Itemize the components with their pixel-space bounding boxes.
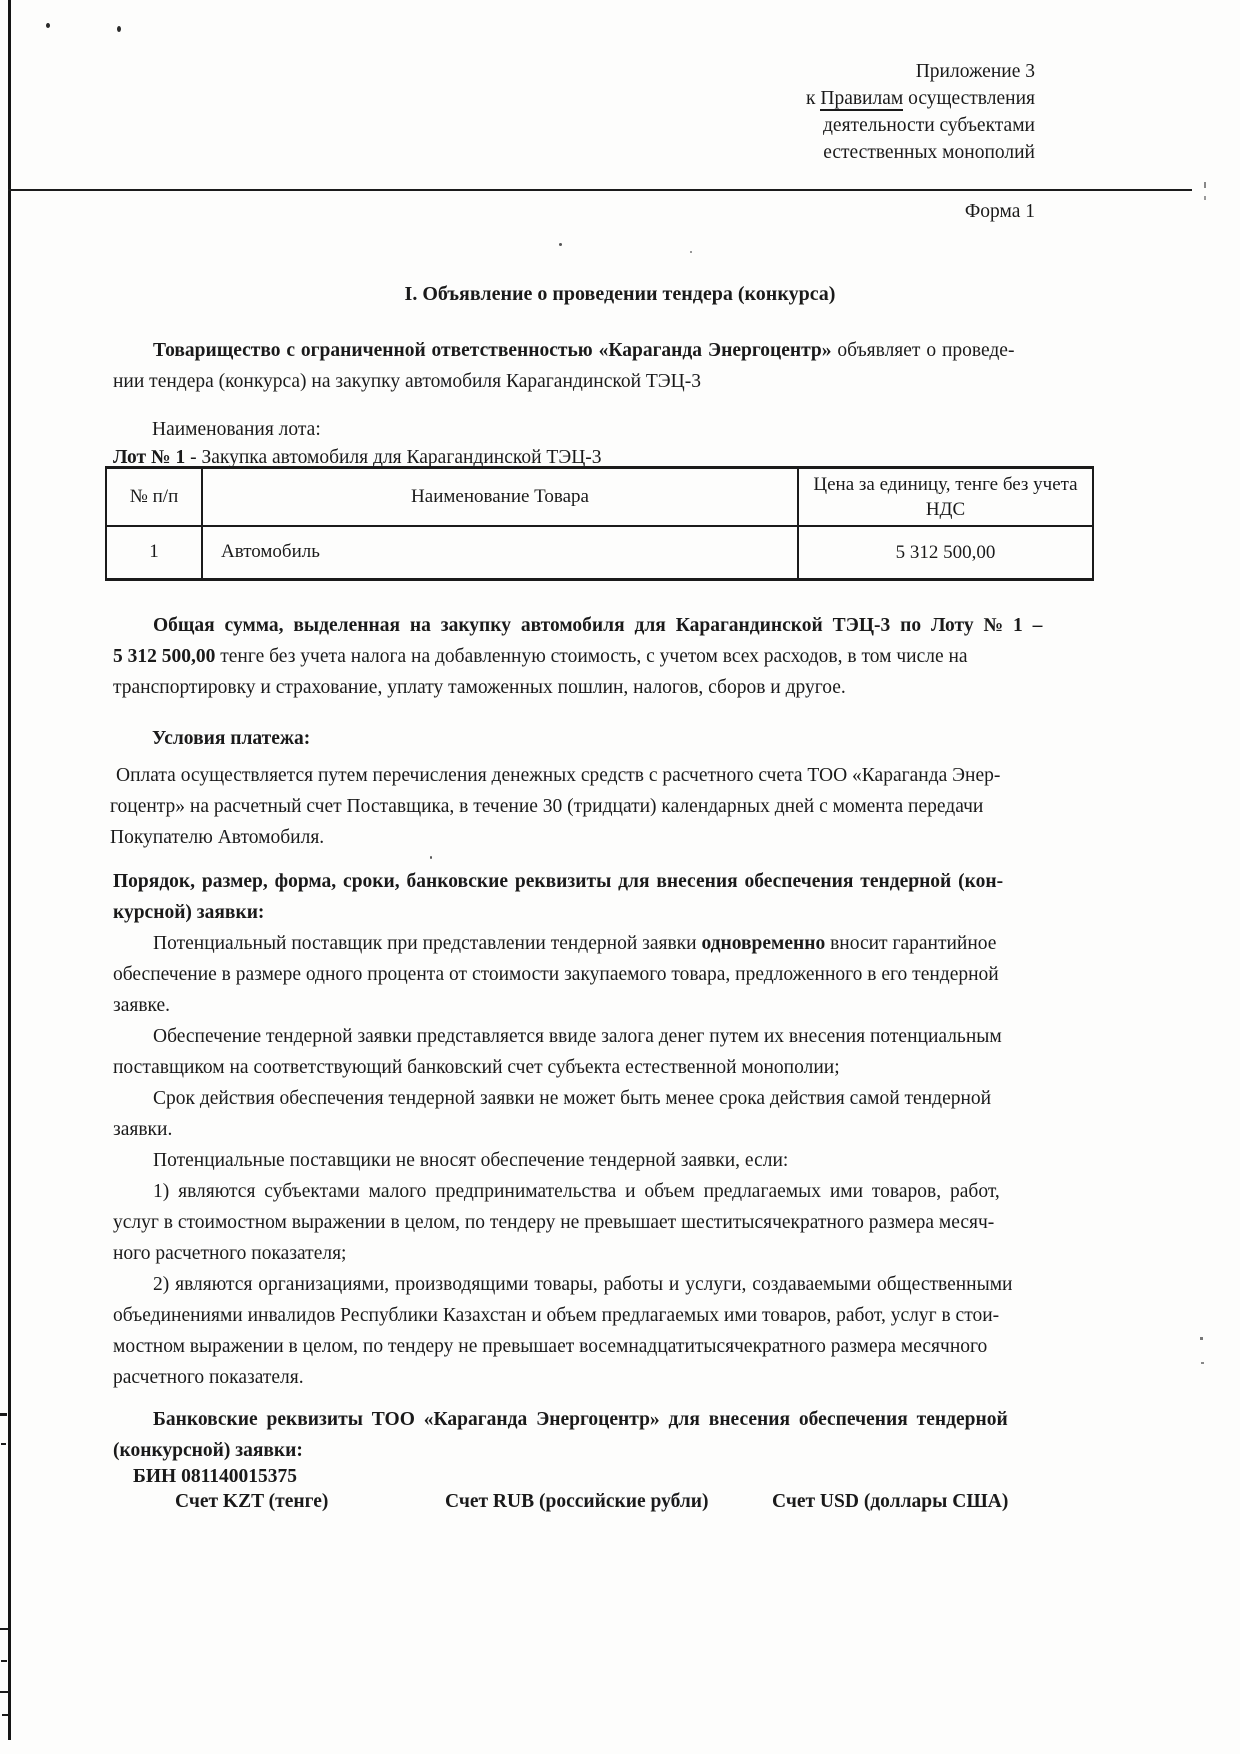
emphasis-word: одновременно bbox=[701, 933, 826, 954]
goods-table bbox=[105, 466, 1094, 581]
exemption-item-2 bbox=[113, 1269, 1173, 1393]
text-line bbox=[113, 641, 1173, 672]
scan-mark bbox=[1204, 182, 1206, 188]
text-line: Банковские реквизиты ТОО «Караганда Энергоцентр» для внесения обеспечения тендерной bbox=[153, 1409, 1008, 1430]
security-text: вносит гарантийное bbox=[825, 933, 997, 954]
text-line: (конкурсной) заявки: bbox=[113, 1440, 303, 1461]
total-amount: 5 312 500,00 bbox=[113, 646, 216, 667]
dust-speck bbox=[46, 23, 50, 28]
appendix-line-3 bbox=[806, 112, 1035, 139]
text-line: Оплата осуществляется путем перечисления денежных средств с расчетного счета ТОО «Караганда Энер- bbox=[116, 765, 1001, 786]
text-line: услуг в стоимостном выражении в целом, по тендеру не превышает шеститысячекратного размера месяч- bbox=[113, 1212, 995, 1233]
text-line: заявке. bbox=[113, 995, 171, 1016]
text-line: объединениями инвалидов Республики Казахстан и объем предлагаемых ими товаров, работ, услуг в стои- bbox=[113, 1305, 1000, 1326]
no-security-intro bbox=[113, 1145, 1173, 1176]
row-name-cell: Автомобиль bbox=[202, 526, 798, 580]
text-line: Срок действия обеспечения тендерной заявки не может быть менее срока действия самой тендерной bbox=[153, 1088, 992, 1109]
col-price-header: Цена за единицу, тенге без учета НДС bbox=[798, 468, 1093, 526]
text-line: обеспечение в размере одного процента от стоимости закупаемого товара, предложенного в его тендерной bbox=[113, 964, 999, 985]
text-line: мостном выражении в целом, по тендеру не превышает восемнадцатитысячекратного размера месячного bbox=[113, 1336, 988, 1357]
text-line: 1) являются субъектами малого предпринимательства и объем предлагаемых ими товаров, работ, bbox=[153, 1181, 1000, 1202]
appendix-text: деятельности субъектами bbox=[823, 115, 1035, 136]
scan-mark bbox=[1204, 196, 1206, 200]
scan-mark bbox=[1, 1660, 7, 1662]
appendix-text: к bbox=[806, 88, 821, 109]
col-number-header: № п/п bbox=[106, 468, 202, 526]
payment-terms-paragraph bbox=[110, 760, 1170, 853]
horizontal-divider bbox=[8, 189, 1192, 191]
appendix-text: осуществления bbox=[903, 88, 1035, 109]
lot-description: - Закупка автомобиля для Карагандинской ТЭЦ-3 bbox=[185, 447, 602, 468]
security-paragraph-3 bbox=[113, 1083, 1173, 1145]
scan-mark bbox=[1201, 1362, 1204, 1364]
text-line: Покупателю Автомобиля. bbox=[110, 827, 325, 848]
table-header-row bbox=[106, 468, 1093, 526]
text-line: Общая сумма, выделенная на закупку автомобиля для Карагандинской ТЭЦ-3 по Лоту № 1 – bbox=[153, 615, 1043, 636]
scan-mark bbox=[0, 1691, 9, 1693]
text-line: Порядок, размер, форма, сроки, банковские реквизиты для внесения обеспечения тендерной (кон- bbox=[113, 871, 1004, 892]
row-price-cell: 5 312 500,00 bbox=[798, 526, 1093, 580]
account-usd-label: Счет USD (доллары США) bbox=[772, 1491, 1009, 1512]
scan-mark bbox=[1200, 1337, 1203, 1340]
text-line: заявки. bbox=[113, 1119, 173, 1140]
appendix-line-2 bbox=[806, 85, 1035, 112]
text-line bbox=[113, 335, 1173, 366]
scan-mark bbox=[0, 1628, 8, 1630]
appendix-text: Приложение 3 bbox=[915, 61, 1035, 82]
account-kzt-label: Счет KZT (тенге) bbox=[175, 1491, 329, 1512]
bank-accounts-row bbox=[0, 1491, 1240, 1519]
payment-terms-heading: Условия платежа: bbox=[152, 728, 311, 749]
scan-mark bbox=[2, 1714, 8, 1716]
text-line: ного расчетного показателя; bbox=[113, 1243, 347, 1264]
text-line: Обеспечение тендерной заявки представляется ввиде залога денег путем их внесения потенциальным bbox=[153, 1026, 1002, 1047]
text-line: транспортировку и страхование, уплату таможенных пошлин, налогов, сборов и другое. bbox=[113, 677, 846, 698]
text-line: гоцентр» на расчетный счет Поставщика, в течение 30 (тридцати) календарных дней с момента передачи bbox=[110, 796, 984, 817]
rules-reference-underlined: Правилам bbox=[820, 88, 904, 109]
lot-number: Лот № 1 bbox=[113, 447, 186, 468]
document-title: I. Объявление о проведении тендера (конкурса) bbox=[404, 283, 836, 305]
text-line: курсной) заявки: bbox=[113, 902, 265, 923]
dust-speck bbox=[559, 243, 562, 246]
scan-edge-line bbox=[8, 0, 11, 1740]
account-rub-label: Счет RUB (российские рубли) bbox=[445, 1491, 709, 1512]
security-text: Потенциальный поставщик при представлении тендерной заявки bbox=[153, 933, 702, 954]
security-paragraph-1 bbox=[113, 928, 1173, 1021]
scan-mark bbox=[1, 1443, 6, 1445]
bin-number: БИН 081140015375 bbox=[133, 1466, 298, 1487]
security-section-heading bbox=[113, 866, 1173, 928]
bank-details-heading bbox=[113, 1404, 1173, 1466]
text-line bbox=[113, 928, 1173, 959]
scan-mark bbox=[0, 1413, 7, 1416]
text-line: поставщиком на соответствующий банковский счет субъекта естественной монополии; bbox=[113, 1057, 840, 1078]
intro-paragraph bbox=[113, 335, 1173, 397]
total-sum-paragraph bbox=[113, 610, 1173, 703]
appendix-text: естественных монополий bbox=[823, 142, 1035, 163]
company-name: Товарищество с ограниченной ответственностью «Караганда Энергоцентр» bbox=[153, 340, 832, 361]
dust-speck bbox=[430, 856, 432, 859]
text-line: 2) являются организациями, производящими товары, работы и услуги, создаваемыми общественными bbox=[153, 1274, 1013, 1295]
text-line: расчетного показателя. bbox=[113, 1367, 304, 1388]
col-name-header: Наименование Товара bbox=[202, 468, 798, 526]
appendix-line-4 bbox=[806, 139, 1035, 166]
dust-speck bbox=[690, 251, 692, 253]
row-number-cell: 1 bbox=[106, 526, 202, 580]
exemption-item-1 bbox=[113, 1176, 1173, 1269]
text-line: нии тендера (конкурса) на закупку автомобиля Карагандинской ТЭЦ-3 bbox=[113, 371, 701, 392]
security-paragraph-2 bbox=[113, 1021, 1173, 1083]
lot-caption: Наименования лота: bbox=[152, 419, 321, 440]
form-label: Форма 1 bbox=[964, 201, 1035, 222]
dust-speck bbox=[117, 26, 121, 32]
total-text: тенге без учета налога на добавленную стоимость, с учетом всех расходов, в том числе на bbox=[215, 646, 968, 667]
appendix-line-1 bbox=[806, 58, 1035, 85]
intro-text: объявляет о проведе- bbox=[831, 340, 1015, 361]
appendix-note bbox=[806, 58, 1035, 166]
table-row bbox=[106, 526, 1093, 580]
text-line: Потенциальные поставщики не вносят обеспечение тендерной заявки, если: bbox=[153, 1150, 789, 1171]
